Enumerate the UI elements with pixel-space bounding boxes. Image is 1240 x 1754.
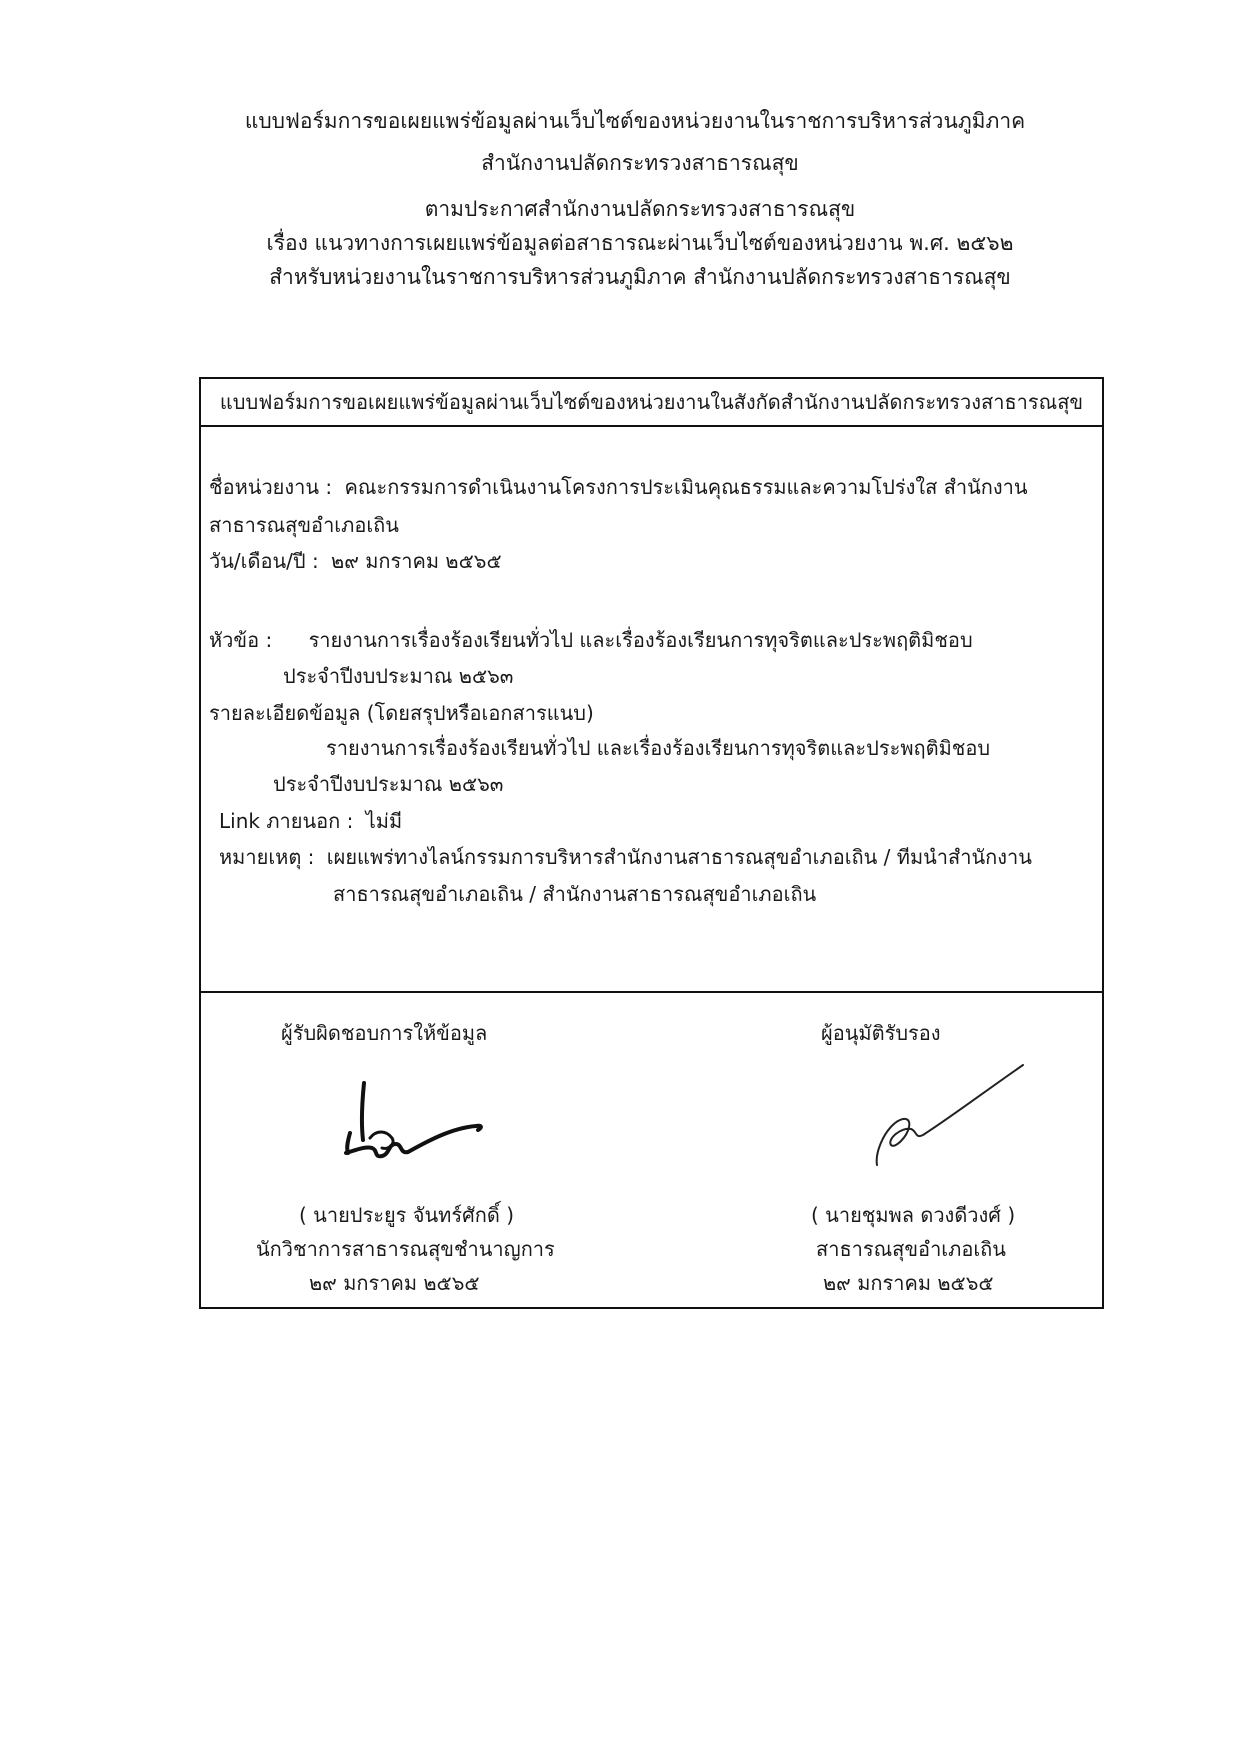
approver-signature-block <box>761 993 1101 1309</box>
responsible-signature-block <box>201 993 621 1309</box>
approver-position: สาธารณสุขอำเภอเถิน <box>816 1237 1006 1261</box>
topic-row <box>209 624 973 656</box>
link-value: ไม่มี <box>365 809 403 833</box>
remark-value-cont: สาธารณสุขอำเภอเถิน / สำนักงานสาธารณสุขอำเภอเถิน <box>333 882 817 906</box>
header-line-3: ตามประกาศสำนักงานปลัดกระทรวงสาธารณสุข <box>424 197 856 221</box>
detail-value: รายงานการเรื่องร้องเรียนทั่วไป และเรื่องร้องเรียนการทุจริตและประพฤติมิชอบ <box>326 736 991 760</box>
topic-label: หัวข้อ : <box>209 628 273 652</box>
header-line-2: สำนักงานปลัดกระทรวงสาธารณสุข <box>481 151 799 175</box>
date-value: ๒๙ มกราคม ๒๕๖๕ <box>331 549 502 573</box>
detail-value-cont: ประจำปีงบประมาณ ๒๕๖๓ <box>273 772 504 796</box>
date-label: วัน/เดือน/ปี : <box>209 549 319 573</box>
responsible-name: ( นายประยูร จันทร์ศักดิ์ ) <box>299 1203 515 1227</box>
remark-label: หมายเหตุ : <box>219 845 315 869</box>
remark-value: เผยแพร่ทางไลน์กรรมการบริหารสำนักงานสาธารณสุขอำเภอเถิน / ทีมนำสำนักงาน <box>326 845 1032 869</box>
topic-value-cont: ประจำปีงบประมาณ ๒๕๖๓ <box>283 664 514 688</box>
responsible-date: ๒๙ มกราคม ๒๕๖๕ <box>309 1271 480 1295</box>
responsible-position: นักวิชาการสาธารณสุขชำนาญการ <box>256 1237 555 1261</box>
unit-label: ชื่อหน่วยงาน : <box>209 475 333 499</box>
detail-label: รายละเอียดข้อมูล (โดยสรุปหรือเอกสารแนบ) <box>209 701 594 725</box>
form-title: แบบฟอร์มการขอเผยแพร่ข้อมูลผ่านเว็บไซต์ของหน่วยงานในสังกัดสำนักงานปลัดกระทรวงสาธารณสุข <box>201 379 1102 427</box>
unit-value: คณะกรรมการดำเนินงานโครงการประเมินคุณธรรมและความโปร่งใส สำนักงาน <box>344 475 1028 499</box>
date-row <box>209 545 502 577</box>
header-line-4: เรื่อง แนวทางการเผยแพร่ข้อมูลต่อสาธารณะผ่านเว็บไซต์ของหน่วยงาน พ.ศ. ๒๕๖๒ <box>266 231 1014 255</box>
approver-date: ๒๙ มกราคม ๒๕๖๕ <box>823 1271 994 1295</box>
link-label: Link ภายนอก : <box>219 809 354 833</box>
header-line-5: สำหรับหน่วยงานในราชการบริหารส่วนภูมิภาค สำนักงานปลัดกระทรวงสาธารณสุข <box>269 265 1011 289</box>
document-header <box>0 104 1240 294</box>
unit-value-cont: สาธารณสุขอำเภอเถิน <box>209 513 399 537</box>
approver-name: ( นายชุมพล ดวงดีวงศ์ ) <box>811 1203 1016 1227</box>
responsible-signature-icon <box>326 1078 486 1168</box>
header-line-1: แบบฟอร์มการขอเผยแพร่ข้อมูลผ่านเว็บไซต์ของหน่วยงานในราชการบริหารส่วนภูมิภาค <box>244 109 1026 133</box>
unit-row <box>209 471 1028 503</box>
form-details <box>201 427 1102 993</box>
remark-row <box>219 841 1032 873</box>
topic-value: รายงานการเรื่องร้องเรียนทั่วไป และเรื่องร้องเรียนการทุจริตและประพฤติมิชอบ <box>308 628 973 652</box>
approver-role: ผู้อนุมัติรับรอง <box>821 1021 941 1045</box>
approver-signature-icon <box>871 1061 1031 1171</box>
publication-form <box>199 377 1104 1309</box>
signature-area <box>201 993 1102 1309</box>
responsible-role: ผู้รับผิดชอบการให้ข้อมูล <box>281 1021 488 1045</box>
link-row <box>219 805 402 837</box>
